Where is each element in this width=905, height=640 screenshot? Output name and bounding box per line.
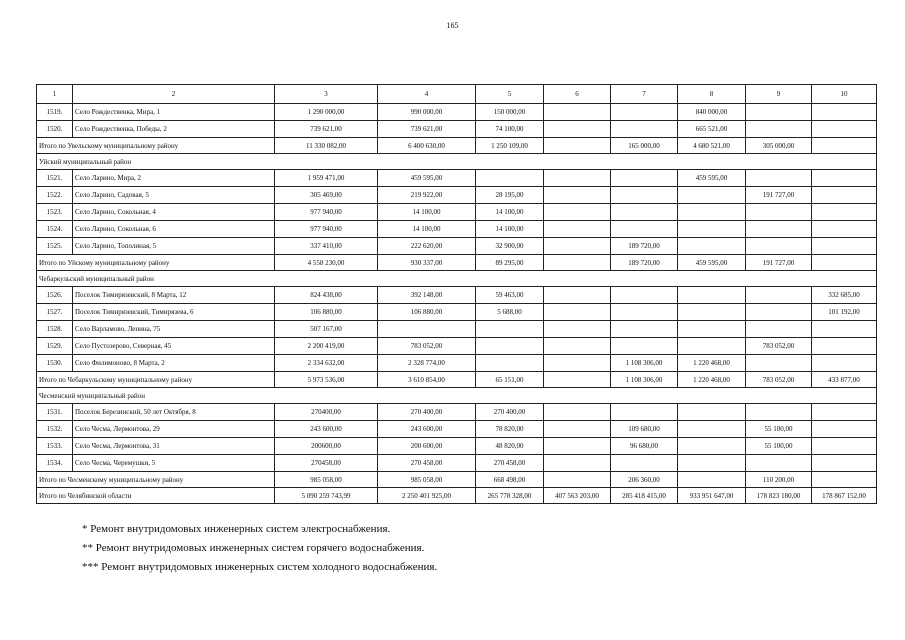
value-cell: 4 680 521,00 bbox=[678, 138, 746, 154]
column-header: 3 bbox=[275, 85, 378, 104]
address-cell: Село Рождественка, Победы, 2 bbox=[73, 121, 275, 138]
value-cell bbox=[544, 238, 611, 255]
value-cell: 74 100,00 bbox=[476, 121, 544, 138]
value-cell bbox=[746, 455, 812, 472]
value-cell bbox=[544, 287, 611, 304]
value-cell bbox=[544, 472, 611, 488]
district-name: Чебаркульский муниципальный район bbox=[37, 271, 877, 287]
value-cell: 783 052,00 bbox=[746, 338, 812, 355]
value-cell: 65 151,00 bbox=[476, 372, 544, 388]
value-cell bbox=[812, 187, 877, 204]
value-cell bbox=[812, 238, 877, 255]
row-number: 1526. bbox=[37, 287, 73, 304]
value-cell: 3 610 854,00 bbox=[378, 372, 476, 388]
district-header-row bbox=[37, 154, 877, 170]
value-cell: 407 563 203,00 bbox=[544, 488, 611, 504]
value-cell: 337 410,00 bbox=[275, 238, 378, 255]
address-cell: Село Пустозерово, Северная, 45 bbox=[73, 338, 275, 355]
table-row bbox=[37, 421, 877, 438]
row-number: 1523. bbox=[37, 204, 73, 221]
value-cell bbox=[611, 187, 678, 204]
value-cell: 109 680,00 bbox=[611, 421, 678, 438]
value-cell: 840 000,00 bbox=[678, 104, 746, 121]
value-cell: 507 167,00 bbox=[275, 321, 378, 338]
value-cell: 1 959 471,00 bbox=[275, 170, 378, 187]
value-cell: 78 820,00 bbox=[476, 421, 544, 438]
row-number: 1534. bbox=[37, 455, 73, 472]
address-cell: Поселок Тимирязевский, 8 Марта, 12 bbox=[73, 287, 275, 304]
row-number: 1520. bbox=[37, 121, 73, 138]
value-cell: 783 052,00 bbox=[378, 338, 476, 355]
value-cell bbox=[812, 438, 877, 455]
value-cell bbox=[476, 170, 544, 187]
value-cell: 459 595,00 bbox=[678, 255, 746, 271]
value-cell: 1 220 468,00 bbox=[678, 355, 746, 372]
value-cell bbox=[812, 204, 877, 221]
total-row bbox=[37, 372, 877, 388]
value-cell bbox=[746, 304, 812, 321]
value-cell: 783 052,00 bbox=[746, 372, 812, 388]
value-cell: 14 100,00 bbox=[378, 204, 476, 221]
value-cell bbox=[812, 255, 877, 271]
table-row bbox=[37, 455, 877, 472]
value-cell: 459 595,00 bbox=[378, 170, 476, 187]
footnote: * Ремонт внутридомовых инженерных систем электроснабжения. bbox=[82, 523, 391, 535]
value-cell: 243 600,00 bbox=[378, 421, 476, 438]
value-cell bbox=[678, 204, 746, 221]
address-cell: Село Чесма, Лермонтова, 31 bbox=[73, 438, 275, 455]
value-cell: 5 688,00 bbox=[476, 304, 544, 321]
footnotes bbox=[82, 520, 437, 577]
value-cell bbox=[611, 221, 678, 238]
address-cell: Село Чесма, Черемушки, 5 bbox=[73, 455, 275, 472]
value-cell bbox=[746, 404, 812, 421]
value-cell bbox=[678, 438, 746, 455]
value-cell bbox=[544, 138, 611, 154]
value-cell bbox=[611, 170, 678, 187]
district-header-row bbox=[37, 388, 877, 404]
value-cell: 165 000,00 bbox=[611, 138, 678, 154]
value-cell: 1 290 000,00 bbox=[275, 104, 378, 121]
value-cell: 990 000,00 bbox=[378, 104, 476, 121]
value-cell: 270 458,00 bbox=[378, 455, 476, 472]
value-cell bbox=[611, 204, 678, 221]
address-cell: Село Чесма, Лермонтова, 29 bbox=[73, 421, 275, 438]
table-body bbox=[37, 104, 877, 504]
table-row bbox=[37, 287, 877, 304]
column-header: 6 bbox=[544, 85, 611, 104]
value-cell bbox=[544, 355, 611, 372]
value-cell: 55 100,00 bbox=[746, 421, 812, 438]
table-row bbox=[37, 170, 877, 187]
value-cell bbox=[544, 104, 611, 121]
column-header: 9 bbox=[746, 85, 812, 104]
district-header-row bbox=[37, 271, 877, 287]
value-cell: 178 867 152,00 bbox=[812, 488, 877, 504]
row-number: 1524. bbox=[37, 221, 73, 238]
value-cell bbox=[544, 338, 611, 355]
column-header: 5 bbox=[476, 85, 544, 104]
value-cell: 101 192,00 bbox=[812, 304, 877, 321]
total-row bbox=[37, 488, 877, 504]
value-cell bbox=[812, 221, 877, 238]
row-number: 1529. bbox=[37, 338, 73, 355]
value-cell bbox=[611, 338, 678, 355]
page-number: 165 bbox=[446, 21, 459, 30]
value-cell bbox=[611, 455, 678, 472]
row-number: 1522. bbox=[37, 187, 73, 204]
value-cell bbox=[678, 472, 746, 488]
value-cell: 14 100,00 bbox=[476, 204, 544, 221]
value-cell: 824 438,00 bbox=[275, 287, 378, 304]
district-name: Чесменский муниципальный район bbox=[37, 388, 877, 404]
value-cell: 305 000,00 bbox=[746, 138, 812, 154]
address-cell: Село Варламово, Ленина, 75 bbox=[73, 321, 275, 338]
value-cell: 265 778 328,00 bbox=[476, 488, 544, 504]
value-cell bbox=[544, 455, 611, 472]
value-cell bbox=[812, 404, 877, 421]
value-cell: 89 295,00 bbox=[476, 255, 544, 271]
address-cell: Поселок Тимирязевский, Тимирязева, 6 bbox=[73, 304, 275, 321]
value-cell: 32 900,00 bbox=[476, 238, 544, 255]
value-cell: 2 334 632,00 bbox=[275, 355, 378, 372]
total-row bbox=[37, 472, 877, 488]
value-cell: 5 090 259 743,99 bbox=[275, 488, 378, 504]
value-cell bbox=[746, 355, 812, 372]
value-cell: 270400,00 bbox=[275, 404, 378, 421]
value-cell bbox=[812, 121, 877, 138]
value-cell: 243 600,00 bbox=[275, 421, 378, 438]
table-row bbox=[37, 204, 877, 221]
value-cell bbox=[812, 104, 877, 121]
value-cell: 110 200,00 bbox=[746, 472, 812, 488]
value-cell bbox=[812, 321, 877, 338]
table-row bbox=[37, 221, 877, 238]
value-cell: 2 200 419,00 bbox=[275, 338, 378, 355]
row-number: 1521. bbox=[37, 170, 73, 187]
value-cell: 150 000,00 bbox=[476, 104, 544, 121]
value-cell bbox=[544, 438, 611, 455]
value-cell bbox=[746, 287, 812, 304]
column-header: 2 bbox=[73, 85, 275, 104]
value-cell: 5 973 536,00 bbox=[275, 372, 378, 388]
value-cell: 332 685,00 bbox=[812, 287, 877, 304]
value-cell bbox=[812, 170, 877, 187]
value-cell bbox=[611, 304, 678, 321]
address-cell: Село Ларино, Мира, 2 bbox=[73, 170, 275, 187]
value-cell bbox=[746, 238, 812, 255]
value-cell bbox=[812, 138, 877, 154]
value-cell bbox=[544, 187, 611, 204]
table-row bbox=[37, 438, 877, 455]
value-cell: 189 720,00 bbox=[611, 238, 678, 255]
value-cell: 55 100,00 bbox=[746, 438, 812, 455]
value-cell: 1 108 306,00 bbox=[611, 372, 678, 388]
value-cell: 191 727,00 bbox=[746, 255, 812, 271]
address-cell: Село Ларино, Тополиная, 5 bbox=[73, 238, 275, 255]
value-cell bbox=[611, 121, 678, 138]
table-row bbox=[37, 355, 877, 372]
value-cell: 59 463,00 bbox=[476, 287, 544, 304]
column-header: 7 bbox=[611, 85, 678, 104]
value-cell bbox=[611, 404, 678, 421]
row-number: 1533. bbox=[37, 438, 73, 455]
value-cell: 985 058,00 bbox=[275, 472, 378, 488]
address-cell: Село Ларино, Сокольная, 6 bbox=[73, 221, 275, 238]
value-cell: 106 880,00 bbox=[275, 304, 378, 321]
repair-cost-table bbox=[36, 84, 877, 504]
column-header: 4 bbox=[378, 85, 476, 104]
total-label: Итого по Челябинской области bbox=[37, 488, 275, 504]
value-cell bbox=[678, 287, 746, 304]
value-cell: 189 720,00 bbox=[611, 255, 678, 271]
value-cell bbox=[678, 404, 746, 421]
table-row bbox=[37, 121, 877, 138]
value-cell: 270 400,00 bbox=[476, 404, 544, 421]
table-row bbox=[37, 304, 877, 321]
address-cell: Село Рождественка, Мира, 1 bbox=[73, 104, 275, 121]
value-cell bbox=[678, 421, 746, 438]
value-cell: 930 337,00 bbox=[378, 255, 476, 271]
value-cell: 219 922,00 bbox=[378, 187, 476, 204]
value-cell: 668 498,00 bbox=[476, 472, 544, 488]
value-cell bbox=[611, 321, 678, 338]
table-header-row bbox=[37, 85, 877, 104]
row-number: 1532. bbox=[37, 421, 73, 438]
address-cell: Село Филимоново, 8 Марта, 2 bbox=[73, 355, 275, 372]
value-cell: 1 250 109,00 bbox=[476, 138, 544, 154]
value-cell: 977 940,00 bbox=[275, 204, 378, 221]
row-number: 1519. bbox=[37, 104, 73, 121]
value-cell bbox=[544, 304, 611, 321]
value-cell bbox=[678, 338, 746, 355]
row-number: 1525. bbox=[37, 238, 73, 255]
column-header: 1 bbox=[37, 85, 73, 104]
value-cell bbox=[678, 304, 746, 321]
footnote: *** Ремонт внутридомовых инженерных систем холодного водоснабжения. bbox=[82, 561, 438, 573]
value-cell bbox=[544, 170, 611, 187]
value-cell: 11 330 082,00 bbox=[275, 138, 378, 154]
value-cell: 222 620,00 bbox=[378, 238, 476, 255]
value-cell bbox=[544, 421, 611, 438]
row-number: 1528. bbox=[37, 321, 73, 338]
value-cell: 191 727,00 bbox=[746, 187, 812, 204]
table-row bbox=[37, 404, 877, 421]
total-label: Итого по Уйскому муниципальному району bbox=[37, 255, 275, 271]
value-cell: 392 148,00 bbox=[378, 287, 476, 304]
value-cell: 206 360,00 bbox=[611, 472, 678, 488]
value-cell bbox=[812, 472, 877, 488]
value-cell bbox=[678, 321, 746, 338]
value-cell bbox=[544, 121, 611, 138]
value-cell bbox=[476, 338, 544, 355]
value-cell: 6 400 630,00 bbox=[378, 138, 476, 154]
row-number: 1530. bbox=[37, 355, 73, 372]
value-cell bbox=[746, 204, 812, 221]
value-cell: 985 058,00 bbox=[378, 472, 476, 488]
value-cell bbox=[812, 455, 877, 472]
value-cell: 285 418 415,00 bbox=[611, 488, 678, 504]
value-cell: 739 621,00 bbox=[378, 121, 476, 138]
value-cell bbox=[476, 355, 544, 372]
value-cell bbox=[378, 321, 476, 338]
value-cell: 739 621,00 bbox=[275, 121, 378, 138]
total-row bbox=[37, 138, 877, 154]
table-row bbox=[37, 104, 877, 121]
value-cell: 665 521,00 bbox=[678, 121, 746, 138]
value-cell bbox=[746, 104, 812, 121]
row-number: 1527. bbox=[37, 304, 73, 321]
table-row bbox=[37, 321, 877, 338]
value-cell bbox=[746, 170, 812, 187]
value-cell: 200600,00 bbox=[275, 438, 378, 455]
total-label: Итого по Увельскому муниципальному району bbox=[37, 138, 275, 154]
column-header: 8 bbox=[678, 85, 746, 104]
value-cell bbox=[678, 238, 746, 255]
value-cell bbox=[746, 121, 812, 138]
value-cell: 459 595,00 bbox=[678, 170, 746, 187]
row-number: 1531. bbox=[37, 404, 73, 421]
district-name: Уйский муниципальный район bbox=[37, 154, 877, 170]
total-row bbox=[37, 255, 877, 271]
value-cell bbox=[812, 355, 877, 372]
value-cell: 200 600,00 bbox=[378, 438, 476, 455]
value-cell: 28 195,00 bbox=[476, 187, 544, 204]
value-cell bbox=[678, 187, 746, 204]
table-row bbox=[37, 338, 877, 355]
value-cell: 1 220 468,00 bbox=[678, 372, 746, 388]
value-cell: 14 100,00 bbox=[476, 221, 544, 238]
table-row bbox=[37, 187, 877, 204]
value-cell bbox=[611, 287, 678, 304]
address-cell: Поселок Березинский, 50 лет Октября, 8 bbox=[73, 404, 275, 421]
value-cell: 2 328 774,00 bbox=[378, 355, 476, 372]
value-cell bbox=[544, 404, 611, 421]
value-cell: 178 823 180,00 bbox=[746, 488, 812, 504]
value-cell bbox=[544, 204, 611, 221]
value-cell bbox=[678, 221, 746, 238]
value-cell bbox=[746, 221, 812, 238]
value-cell: 270 458,00 bbox=[476, 455, 544, 472]
address-cell: Село Ларино, Сокольная, 4 bbox=[73, 204, 275, 221]
table-row bbox=[37, 238, 877, 255]
value-cell: 48 820,00 bbox=[476, 438, 544, 455]
value-cell bbox=[544, 255, 611, 271]
value-cell: 933 951 647,00 bbox=[678, 488, 746, 504]
value-cell bbox=[746, 321, 812, 338]
value-cell bbox=[611, 104, 678, 121]
value-cell bbox=[544, 321, 611, 338]
value-cell bbox=[544, 221, 611, 238]
value-cell: 270 400,00 bbox=[378, 404, 476, 421]
value-cell: 106 880,00 bbox=[378, 304, 476, 321]
value-cell bbox=[678, 455, 746, 472]
total-label: Итого по Чебаркульскому муниципальному району bbox=[37, 372, 275, 388]
value-cell bbox=[544, 372, 611, 388]
value-cell: 1 108 306,00 bbox=[611, 355, 678, 372]
footnote: ** Ремонт внутридомовых инженерных систем горячего водоснабжения. bbox=[82, 542, 425, 554]
value-cell: 4 558 230,00 bbox=[275, 255, 378, 271]
value-cell: 96 680,00 bbox=[611, 438, 678, 455]
value-cell bbox=[812, 338, 877, 355]
value-cell bbox=[476, 321, 544, 338]
value-cell: 270458,00 bbox=[275, 455, 378, 472]
value-cell: 305 469,00 bbox=[275, 187, 378, 204]
total-label: Итого по Чесменскому муниципальному району bbox=[37, 472, 275, 488]
value-cell: 433 877,00 bbox=[812, 372, 877, 388]
address-cell: Село Ларино, Садовая, 5 bbox=[73, 187, 275, 204]
value-cell: 2 250 401 925,00 bbox=[378, 488, 476, 504]
value-cell bbox=[812, 421, 877, 438]
value-cell: 14 100,00 bbox=[378, 221, 476, 238]
column-header: 10 bbox=[812, 85, 877, 104]
value-cell: 977 940,00 bbox=[275, 221, 378, 238]
